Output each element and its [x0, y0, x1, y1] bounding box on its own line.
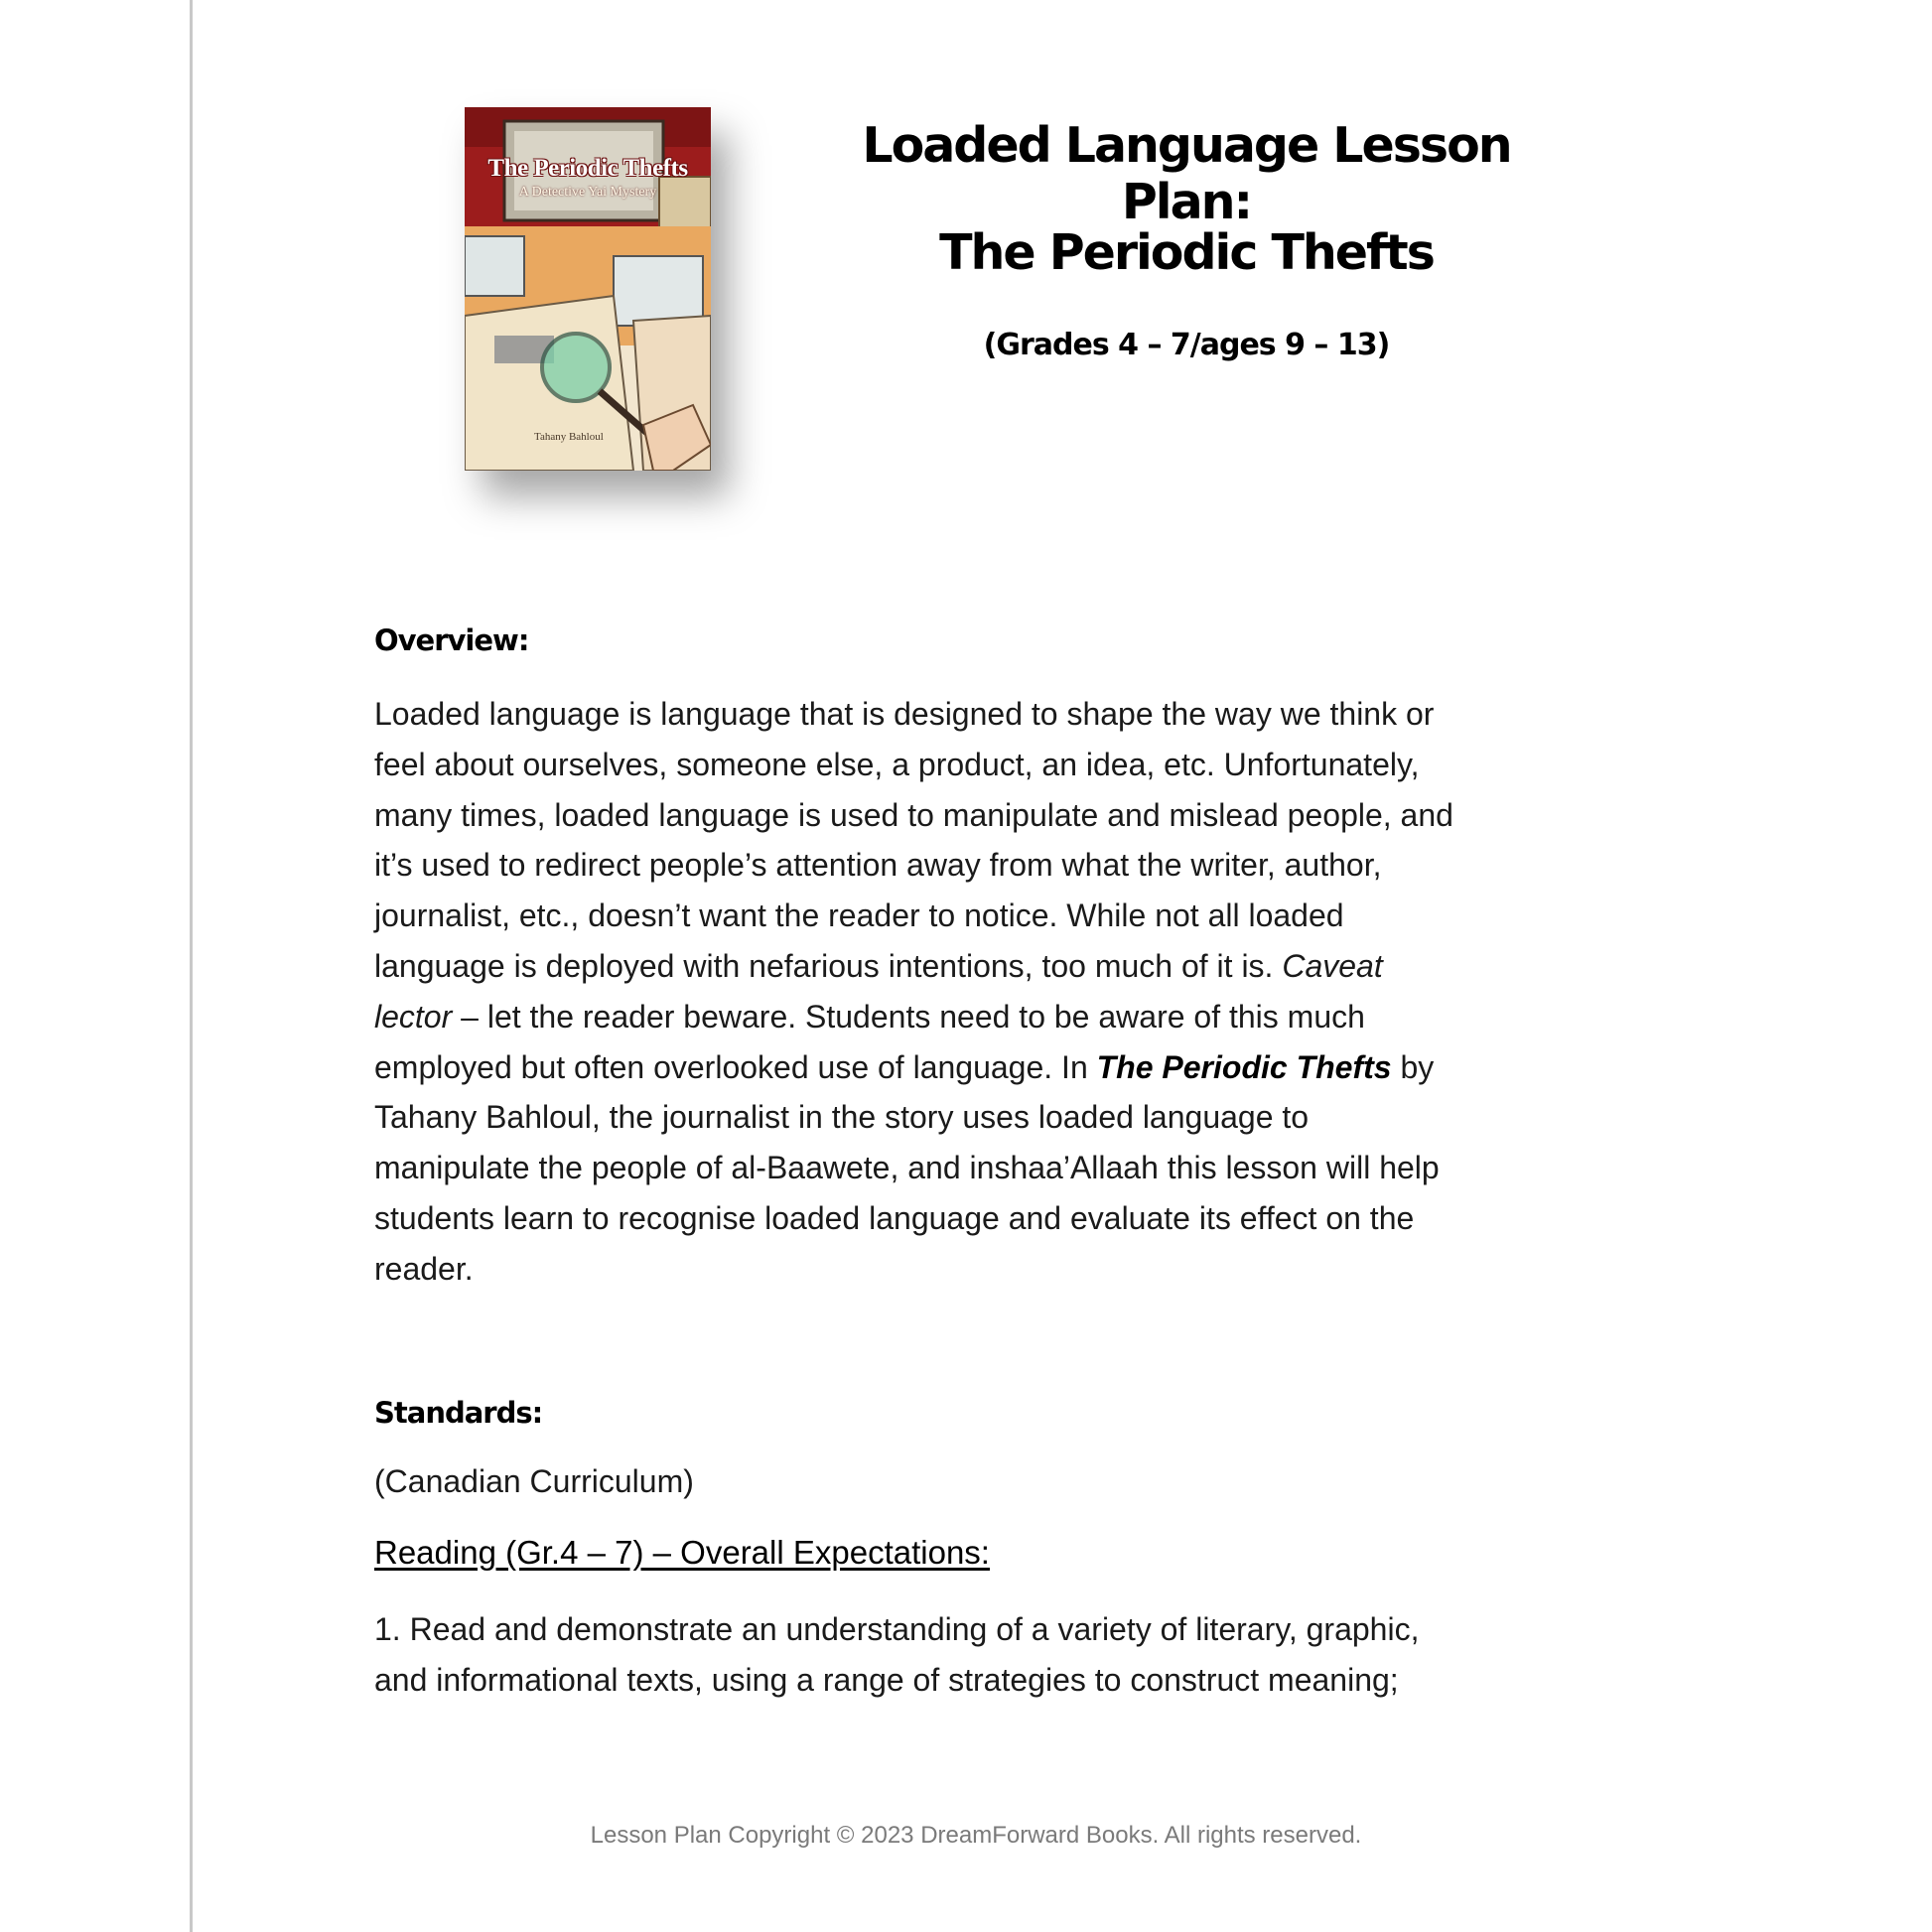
- overview-text-run: – let the reader beware. Students need to be aware of this much: [452, 998, 1365, 1035]
- standards-heading: Standards:: [374, 1396, 543, 1430]
- page-left-border: [190, 0, 193, 1932]
- overview-text-run: by: [1391, 1048, 1435, 1085]
- expectation-line: and informational texts, using a range of strategies to construct meaning;: [374, 1661, 1399, 1698]
- overview-paragraph: [374, 689, 1566, 1295]
- cover-subtitle: A Detective Yai Mystery: [518, 185, 657, 200]
- overview-line: manipulate the people of al-Baawete, and inshaa’Allaah this lesson will help: [374, 1150, 1440, 1186]
- overview-line: [374, 941, 1566, 992]
- curriculum-label: (Canadian Curriculum): [374, 1463, 694, 1499]
- overview-line: reader.: [374, 1250, 474, 1287]
- latin-phrase-caveat: Caveat: [1282, 947, 1383, 984]
- expectation-line: 1. Read and demonstrate an understanding of a variety of literary, graphic,: [374, 1611, 1420, 1647]
- overview-line: Tahany Bahloul, the journalist in the story uses loaded language to: [374, 1099, 1310, 1136]
- expectation-paragraph: [374, 1604, 1566, 1706]
- overview-heading: Overview:: [374, 623, 529, 657]
- overview-line: [374, 1042, 1566, 1093]
- page-title-line-1: Loaded Language Lesson Plan:: [862, 117, 1511, 230]
- copyright-footer: Lesson Plan Copyright © 2023 DreamForward Books. All rights reserved.: [590, 1822, 1362, 1849]
- overview-line: feel about ourselves, someone else, a product, an idea, etc. Unfortunately,: [374, 746, 1420, 782]
- overview-line: students learn to recognise loaded language and evaluate its effect on the: [374, 1199, 1415, 1236]
- grade-range: (Grades 4 – 7/ages 9 – 13): [983, 328, 1390, 362]
- overview-line: [374, 992, 1566, 1042]
- reading-expectations-heading: Reading (Gr.4 – 7) – Overall Expectations:: [374, 1534, 990, 1571]
- overview-text-run: employed but often overlooked use of language. In: [374, 1048, 1097, 1085]
- book-title-reference: The Periodic Thefts: [1096, 1048, 1392, 1085]
- overview-line: Loaded language is language that is designed to shape the way we think or: [374, 696, 1435, 732]
- cover-author: Tahany Bahloul: [534, 431, 604, 443]
- book-cover-image: [465, 107, 711, 471]
- overview-line: many times, loaded language is used to manipulate and mislead people, and: [374, 796, 1453, 833]
- overview-text-run: language is deployed with nefarious intentions, too much of it is.: [374, 947, 1283, 984]
- cover-title: The Periodic Thefts: [487, 155, 688, 182]
- overview-line: journalist, etc., doesn’t want the reader to notice. While not all loaded: [374, 897, 1344, 934]
- page-title-line-2: The Periodic Thefts: [939, 224, 1434, 281]
- latin-phrase-lector: lector: [374, 998, 453, 1035]
- overview-line: it’s used to redirect people’s attention away from what the writer, author,: [374, 847, 1382, 884]
